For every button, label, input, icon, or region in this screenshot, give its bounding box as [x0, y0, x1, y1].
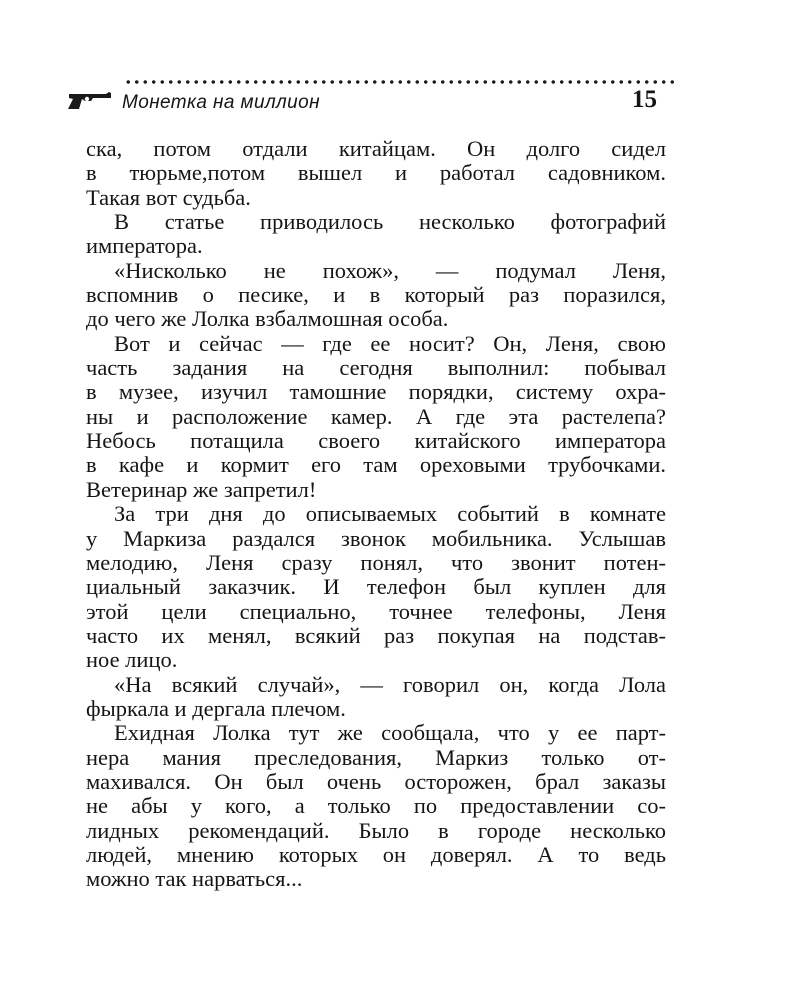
- text-line: часть задания на сегодня выполнил: побывал: [86, 355, 666, 381]
- text-line: Такая вот судьба.: [86, 184, 251, 210]
- text-line: мелодию, Леня сразу понял, что звонит потен-: [86, 549, 666, 575]
- text-line: не абы у кого, а только по предоставлении со-: [86, 793, 666, 819]
- text-line: Вот и сейчас — где ее носит? Он, Леня, свою: [114, 330, 666, 356]
- text-line: ска, потом отдали китайцам. Он долго сидел: [86, 136, 666, 161]
- text-line: людей, мнению которых он доверял. А то ведь: [86, 841, 666, 867]
- text-line: циальный заказчик. И телефон был куплен для: [86, 574, 666, 600]
- revolver-icon: [66, 88, 112, 110]
- text-line: лидных рекомендаций. Было в городе несколько: [86, 817, 666, 843]
- text-line: в музее, изучил тамошние порядки, систему охра-: [86, 379, 666, 405]
- text-line: в кафе и кормит его там ореховыми трубочками.: [86, 452, 666, 478]
- body-text: [86, 137, 666, 892]
- text-line: За три дня до описываемых событий в комнате: [114, 501, 666, 527]
- text-line: Небось потащила своего китайского императора: [86, 428, 666, 454]
- text-line: Ветеринар же запретил!: [86, 476, 317, 502]
- page-number: 15: [632, 86, 657, 113]
- text-line: ное лицо.: [86, 647, 178, 673]
- page-header: [66, 78, 666, 118]
- running-title: Монетка на миллион: [122, 92, 320, 113]
- text-line: ны и расположение камер. А где эта растелепа?: [86, 403, 666, 429]
- text-line: часто их менял, всякий раз покупая на подстав-: [86, 622, 666, 648]
- text-line: у Маркиза раздался звонок мобильника. Услышав: [86, 525, 666, 551]
- text-line: в тюрьме,потом вышел и работал садовником.: [86, 160, 666, 186]
- text-line: до чего же Лолка взбалмошная особа.: [86, 306, 449, 332]
- text-line: этой цели специально, точнее телефоны, Леня: [86, 598, 666, 624]
- text-line: нера мания преследования, Маркиз только от-: [86, 744, 666, 770]
- text-line: фыркала и дергала плечом.: [86, 695, 346, 721]
- text-line: «Нисколько не похож», — подумал Леня,: [114, 257, 666, 283]
- header-dotted-rule: [124, 80, 674, 84]
- text-line: можно так нарваться...: [86, 866, 303, 892]
- text-line: «На всякий случай», — говорил он, когда Лола: [114, 671, 666, 697]
- text-line: махивался. Он был очень осторожен, брал заказы: [86, 768, 666, 794]
- text-line: императора.: [86, 233, 203, 259]
- text-line: вспомнив о песике, и в который раз поразился,: [86, 282, 666, 308]
- text-line: В статье приводилось несколько фотографий: [114, 209, 666, 235]
- text-line: Ехидная Лолка тут же сообщала, что у ее парт-: [114, 720, 666, 746]
